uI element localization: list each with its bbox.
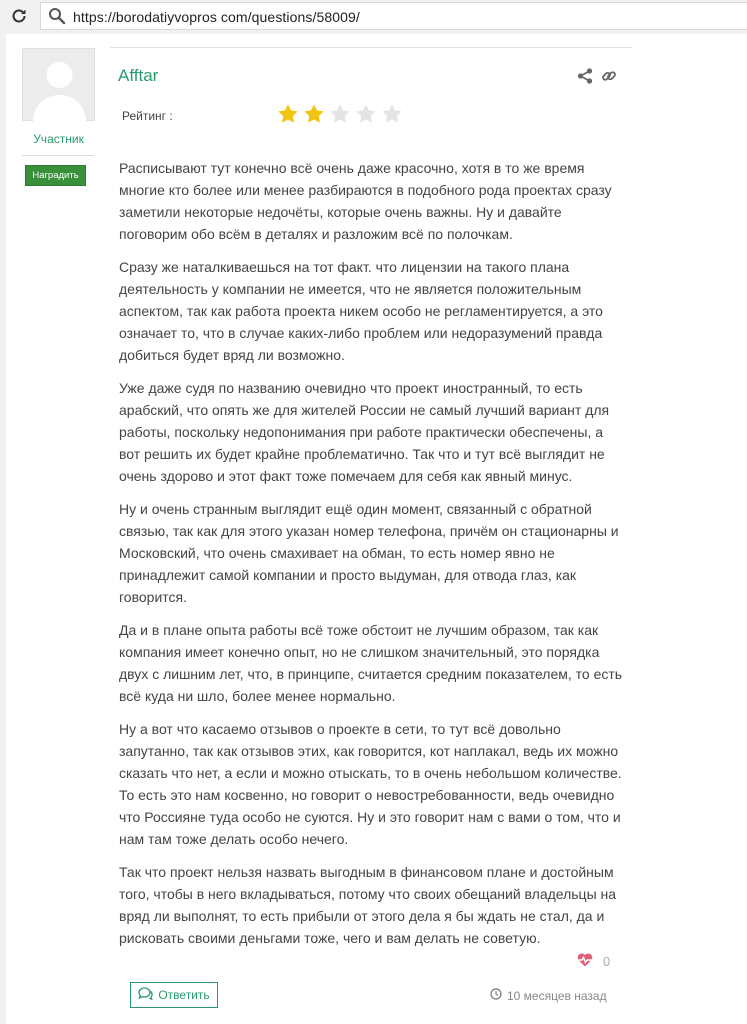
like-control[interactable] bbox=[577, 952, 610, 970]
time-ago: 10 месяцев назад bbox=[507, 988, 607, 1003]
star-empty-icon[interactable] bbox=[329, 103, 351, 125]
rating-label: Рейтинг : bbox=[122, 109, 173, 123]
avatar[interactable] bbox=[22, 48, 95, 121]
reply-label: Ответить bbox=[158, 988, 210, 1002]
user-role: Участник bbox=[33, 132, 84, 146]
answer-text bbox=[119, 157, 624, 960]
rating-stars[interactable] bbox=[277, 103, 403, 125]
browser-toolbar bbox=[0, 0, 747, 34]
divider bbox=[22, 155, 94, 156]
answer-paragraph: Ну и очень странным выглядит ещё один момент, связанный с обратной связью, так как для этого указан номер телефона, причём он стационарны и Московский, что очень смахивает на обман, то есть номер явно не принадлежит самой компании и просто выдуман, для отвода глаз, как говорится. bbox=[119, 501, 619, 605]
answer-paragraph: Так что проект нельзя назвать выгодным в финансовом плане и достойным того, чтобы в него вкладываться, потому что своих обещаний владельцы на вряд ли выполнят, то есть прибыли от этого дела я бы ждать не стал, да и рисковать своими деньгами тоже, чего и вам делать не советую. bbox=[119, 864, 617, 946]
answer-actions bbox=[577, 68, 617, 89]
reload-icon[interactable] bbox=[8, 5, 30, 27]
star-filled-icon[interactable] bbox=[303, 103, 325, 125]
reply-button[interactable] bbox=[130, 982, 218, 1008]
answer-paragraph: Уже даже судя по названию очевидно что проект иностранный, то есть арабский, что опять же для жителей России не самый лучший вариант для работы, поскольку недопонимания при работе практически обеспечены, а вот решить их будет крайне проблематично. Так что и тут всё выглядит не очень здорово и этот факт тоже помечаем для себя как явный минус. bbox=[119, 380, 610, 484]
like-count: 0 bbox=[603, 953, 611, 969]
link-icon[interactable] bbox=[601, 68, 617, 89]
heart-pulse-icon[interactable] bbox=[577, 952, 593, 970]
star-empty-icon[interactable] bbox=[355, 103, 377, 125]
answer-paragraph: Да и в плане опыта работы всё тоже обстоит не лучшим образом, так как компания имеет конечно опыт, но не слишком значительный, это порядка двух с лишним лет, что, в принципе, считается средним показателем, то есть всё куда ни шло, более менее нормально. bbox=[119, 622, 623, 704]
share-icon[interactable] bbox=[577, 68, 593, 89]
answer-card bbox=[6, 34, 747, 1024]
answer-paragraph: Сразу же наталкиваешься на тот факт. что лицензии на такого плана деятельность у компании не имеется, что не является положительным аспектом, так как работа проекта никем особо не регламентируется, а это означает то, что в случае каких-либо проблем или недоразумений правда добиться будет вряд ли возможно. bbox=[119, 259, 603, 363]
address-bar[interactable] bbox=[40, 2, 747, 30]
divider bbox=[110, 47, 632, 48]
star-filled-icon[interactable] bbox=[277, 103, 299, 125]
search-icon bbox=[48, 7, 66, 30]
answer-paragraph: Расписывают тут конечно всё очень даже красочно, хотя в то же время многие кто более или менее разбираются в подобного рода проектах сразу заметили некоторые недочёты, которые очень важны. Ну и давайте поговорим обо всём в деталях и разложим всё по полочкам. bbox=[119, 160, 612, 242]
award-button[interactable]: Наградить bbox=[25, 165, 86, 186]
answer-timestamp bbox=[490, 988, 607, 1003]
user-placeholder-icon bbox=[23, 49, 96, 122]
author-name[interactable]: Afftar bbox=[118, 66, 159, 85]
comments-icon bbox=[138, 987, 153, 1003]
clock-icon bbox=[490, 988, 502, 1003]
star-empty-icon[interactable] bbox=[381, 103, 403, 125]
answer-paragraph: Ну а вот что касаемо отзывов о проекте в сети, то тут всё довольно запутанно, так как отзывов этих, как говорится, кот наплакал, ведь их можно сказать что нет, а если и можно отыскать, то в очень небольшом количестве. То есть это нам косвенно, но говорит о невостребованности, ведь очевидно что Россияне туда особо не суются. Ну и это говорит нам с вами о том, что и нам там тоже делать особо нечего. bbox=[119, 721, 622, 847]
url-text[interactable]: https://borodatiyvopros com/questions/58009/ bbox=[73, 9, 360, 25]
